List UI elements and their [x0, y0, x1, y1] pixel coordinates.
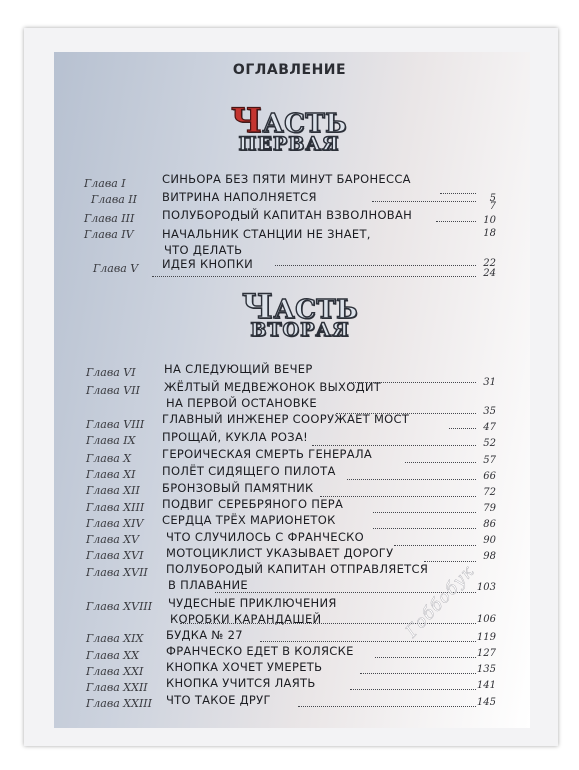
chapter-title: БУДКА № 27: [166, 628, 243, 642]
page-number: 72: [483, 487, 496, 498]
page-number: 103: [476, 582, 496, 593]
chapter-title: ПОЛУБОРОДЫЙ КАПИТАН ВЗВОЛНОВАН: [162, 208, 413, 222]
chapter-number: Глава VI: [86, 366, 136, 379]
chapter-number: Глава V: [93, 262, 139, 275]
chapter-number: Глава XII: [86, 484, 140, 497]
part-one-initial: Ч: [230, 101, 263, 141]
page-number: 7: [489, 201, 496, 212]
dot-leader: [394, 545, 476, 546]
chapter-title: ЧУДЕСНЫЕ ПРИКЛЮЧЕНИЯ: [168, 596, 337, 610]
chapter-title: ВИТРИНА НАПОЛНЯЕТСЯ: [162, 190, 317, 204]
dot-leader: [449, 428, 476, 429]
page-number: 119: [476, 632, 496, 643]
dot-leader: [347, 479, 476, 480]
page-number: 5: [489, 193, 496, 204]
chapter-number: Глава XV: [86, 533, 140, 546]
dot-leader: [373, 512, 476, 513]
chapter-number: Глава XX: [86, 649, 139, 662]
dot-leader: [312, 445, 476, 446]
part-two-title: [225, 287, 375, 341]
dot-leader: [298, 706, 476, 707]
page-number: 47: [483, 422, 496, 433]
part-two-number: ВТОРАЯ: [250, 319, 350, 341]
part-two-word: АСТЬ: [273, 295, 359, 325]
dot-leader: [260, 641, 476, 642]
chapter-title: ПОДВИГ СЕРЕБРЯНОГО ПЕРА: [162, 497, 344, 511]
dot-leader: [436, 221, 476, 222]
chapter-title: НАЧАЛЬНИК СТАНЦИИ НЕ ЗНАЕТ,: [162, 227, 371, 241]
chapter-number: Глава IV: [84, 228, 134, 241]
chapter-title: КНОПКА УЧИТСЯ ЛАЯТЬ: [166, 676, 316, 690]
chapter-number: Глава XVII: [86, 566, 148, 579]
part-one-title: [214, 101, 364, 155]
chapter-title: В ПЛАВАНИЕ: [168, 578, 248, 592]
chapter-title: ЧТО ТАКОЕ ДРУГ: [166, 693, 271, 707]
chapter-number: Глава XXII: [86, 681, 148, 694]
chapter-title: ФРАНЧЕСКО ЕДЕТ В КОЛЯСКЕ: [166, 644, 354, 658]
chapter-title: ПОЛУБОРОДЫЙ КАПИТАН ОТПРАВЛЯЕТСЯ: [166, 562, 429, 576]
watermark: Гоббобук: [402, 561, 479, 642]
page-number: 98: [483, 551, 496, 562]
dot-leader: [350, 689, 476, 690]
chapter-title: ЧТО ДЕЛАТЬ: [164, 243, 243, 257]
page-number: 86: [483, 519, 496, 530]
chapter-title: МОТОЦИКЛИСТ УКАЗЫВАЕТ ДОРОГУ: [166, 546, 394, 560]
page-number: 22: [483, 258, 496, 269]
dot-leader: [360, 673, 476, 674]
chapter-title: БРОНЗОВЫЙ ПАМЯТНИК: [162, 481, 314, 495]
page-number: 31: [483, 377, 496, 388]
page-number: 66: [483, 471, 496, 482]
dot-leader: [424, 561, 476, 562]
page-number: 18: [483, 228, 496, 239]
chapter-title: ГЛАВНЫЙ ИНЖЕНЕР СООРУЖАЕТ МОСТ: [162, 412, 410, 426]
page-number: 90: [483, 535, 496, 546]
chapter-number: Глава I: [84, 177, 126, 190]
part-one-word: АСТЬ: [262, 109, 348, 139]
chapter-number: Глава VII: [86, 384, 140, 397]
page-number: 24: [483, 268, 496, 279]
chapter-number: Глава IX: [86, 434, 136, 447]
chapter-number: Глава XXI: [86, 665, 144, 678]
chapter-title: НА СЛЕДУЮЩИЙ ВЕЧЕР: [164, 362, 313, 376]
chapter-number: Глава XVIII: [86, 600, 153, 613]
contents-heading: ОГЛАВЛЕНИЕ: [232, 62, 347, 78]
dot-leader: [405, 462, 476, 463]
dot-leader: [440, 193, 476, 194]
chapter-title: КНОПКА ХОЧЕТ УМЕРЕТЬ: [166, 660, 323, 674]
chapter-title: ГЕРОИЧЕСКАЯ СМЕРТЬ ГЕНЕРАЛА: [162, 447, 373, 461]
dot-leader: [275, 265, 476, 266]
chapter-number: Глава XVI: [86, 549, 144, 562]
chapter-number: Глава XI: [86, 468, 136, 481]
page-number: 106: [476, 614, 496, 625]
page-number: 79: [483, 503, 496, 514]
chapter-title: НА ПЕРВОЙ ОСТАНОВКЕ: [166, 396, 317, 410]
chapter-title: ПРОЩАЙ, КУКЛА РОЗА!: [162, 430, 309, 444]
chapter-number: Глава XIV: [86, 517, 144, 530]
chapter-title: СИНЬОРА БЕЗ ПЯТИ МИНУТ БАРОНЕССА: [162, 172, 411, 186]
chapter-title: ЧТО СЛУЧИЛОСЬ С ФРАНЧЕСКО: [166, 530, 364, 544]
page-number: 135: [476, 664, 496, 675]
chapter-number: Глава III: [84, 212, 135, 225]
chapter-title: ЖЁЛТЫЙ МЕДВЕЖОНОК ВЫХОДИТ: [164, 380, 382, 394]
chapter-title: СЕРДЦА ТРЁХ МАРИОНЕТОК: [162, 513, 336, 527]
chapter-number: Глава VIII: [86, 418, 145, 431]
page-number: 145: [476, 697, 496, 708]
page-number: 141: [476, 680, 496, 691]
part-one-number: ПЕРВАЯ: [238, 133, 340, 155]
page-number: 35: [483, 406, 496, 417]
chapter-number: Глава XIX: [86, 632, 144, 645]
chapter-number: Глава XIII: [86, 501, 145, 514]
dot-leader: [152, 276, 476, 277]
chapter-number: Глава XXIII: [86, 697, 152, 710]
dot-leader: [372, 201, 476, 202]
page-number: 52: [483, 438, 496, 449]
page-number: 127: [476, 648, 496, 659]
page-number: 57: [483, 455, 496, 466]
chapter-title: ПОЛЁТ СИДЯЩЕГО ПИЛОТА: [162, 464, 336, 478]
chapter-title: КОРОБКИ КАРАНДАШЕЙ: [170, 612, 322, 626]
page-number: 10: [483, 215, 496, 226]
part-two-initial: Ч: [241, 287, 274, 327]
chapter-title: ИДЕЯ КНОПКИ: [162, 257, 254, 271]
chapter-number: Глава II: [91, 193, 137, 206]
dot-leader: [320, 496, 476, 497]
chapter-number: Глава X: [86, 452, 132, 465]
dot-leader: [375, 657, 476, 658]
dot-leader: [373, 528, 476, 529]
